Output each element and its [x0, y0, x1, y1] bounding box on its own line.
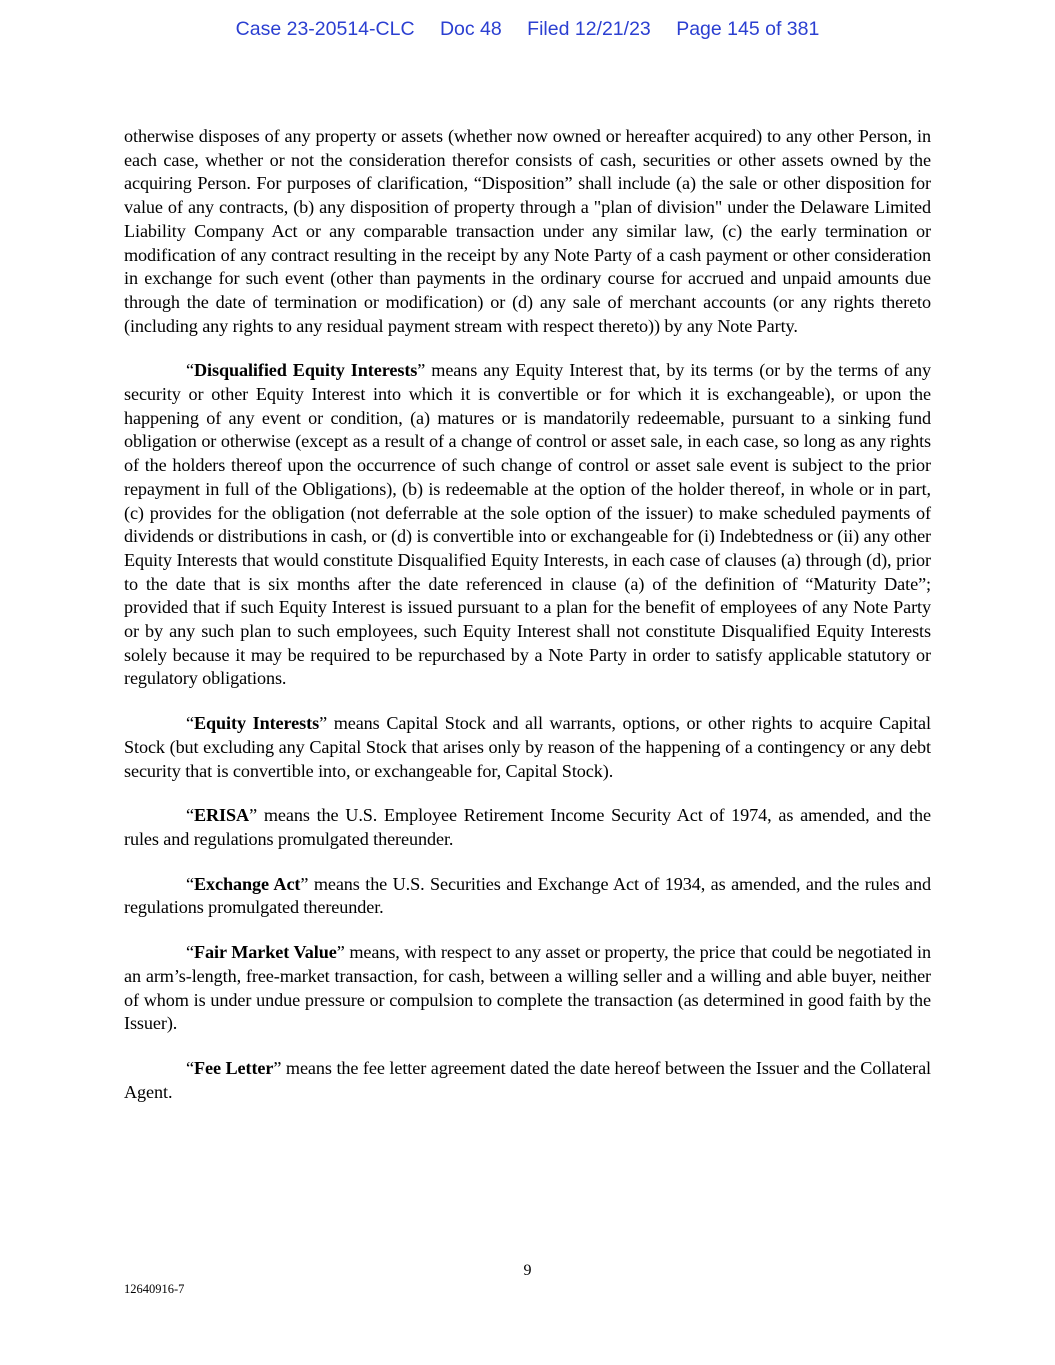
defined-term: Exchange Act — [193, 873, 301, 894]
open-quote: “ — [186, 1057, 194, 1078]
document-id: 12640916-7 — [124, 1282, 185, 1296]
open-quote: “ — [186, 942, 194, 963]
filed-date: Filed 12/21/23 — [527, 18, 651, 40]
defined-term: Disqualified Equity Interests — [193, 360, 418, 381]
page-number: 9 — [523, 1262, 532, 1279]
definition-fair-market-value — [124, 941, 931, 1036]
definition-text: ” means, with respect to any asset or property, the price that could be negotiated in an arm’s-length, free-market transaction, for cash, between a willing seller and a willing and able buyer, neither of whom is under undue pressure or compulsion to complete the transaction (as determined in good faith by the Issuer). — [124, 942, 931, 1034]
court-filing-header — [0, 18, 1055, 41]
open-quote: “ — [186, 805, 194, 826]
document-body — [124, 125, 931, 1125]
defined-term: Equity Interests — [193, 713, 320, 734]
definition-fee-letter — [124, 1057, 931, 1104]
case-number: Case 23-20514-CLC — [235, 18, 415, 40]
defined-term: Fair Market Value — [193, 942, 337, 963]
paragraph-disposition-continued: otherwise disposes of any property or assets (whether now owned or hereafter acquired) to any other Person, in each case, whether or not the consideration therefor consists of cash, securities or other assets owned by the acquiring Person. For purposes of clarification, “Disposition” shall include (a) the sale or other disposition for value of any contracts, (b) any disposition of property through a "plan of division" under the Delaware Limited Liability Company Act or any comparable transaction under any similar law, (c) the early termination or modification of any contract resulting in the receipt by any Note Party of a cash payment or other consideration in exchange for such event (other than payments in the ordinary course for accrued and unpaid amounts due through the date of termination or modification) or (d) any sale of merchant accounts (or any rights thereto (including any rights to any residual payment stream with respect thereto)) by any Note Party. — [124, 126, 931, 336]
definition-erisa — [124, 804, 931, 851]
definition-text: ” means any Equity Interest that, by its terms (or by the terms of any security or other Equity Interest into which it is convertible or for which it is exchangeable), or upon the happening of any event or condition, (a) matures or is mandatorily redeemable, pursuant to a sinking fund obligation or otherwise (except as a result of a change of control or asset sale, in each case, so long as any rights of the holders thereof upon the occurrence of such change of control or asset sale event is subject to the prior repayment in full of the Obligations), (b) is redeemable at the option of the holder thereof, in whole or in part, (c) provides for the obligation (not deferrable at the sole option of the issuer) to make scheduled payments of dividends or distributions in cash, or (d) is convertible into or exchangeable for (i) Indebtedness or (ii) any other Equity Interests that would constitute Disqualified Equity Interests, in each case of clauses (a) through (d), prior to the date that is six months after the date referenced in clause (a) of the definition of “Maturity Date”; provided that if such Equity Interest is issued pursuant to a plan for the benefit of employees of any Note Party or by any such plan to such employees, such Equity Interest shall not constitute Disqualified Equity Interests solely because it may be required to be repurchased by a Note Party in order to satisfy applicable statutory or regulatory obligations. — [124, 360, 931, 689]
defined-term: ERISA — [193, 805, 250, 826]
open-quote: “ — [186, 360, 194, 381]
definition-text: ” means the U.S. Securities and Exchange Act of 1934, as amended, and the rules and regulations promulgated thereunder. — [124, 873, 931, 918]
open-quote: “ — [186, 713, 194, 734]
definition-text: ” means the fee letter agreement dated the date hereof between the Issuer and the Collateral Agent. — [124, 1057, 931, 1102]
doc-number: Doc 48 — [439, 18, 502, 40]
definition-text: ” means the U.S. Employee Retirement Income Security Act of 1974, as amended, and the rules and regulations promulgated thereunder. — [124, 805, 931, 849]
definition-equity-interests — [124, 712, 931, 783]
definition-text: ” means Capital Stock and all warrants, options, or other rights to acquire Capital Stock (but excluding any Capital Stock that arises only by reason of the happening of a contingency or any debt security that is convertible into, or exchangeable for, Capital Stock). — [124, 713, 931, 781]
defined-term: Fee Letter — [193, 1057, 274, 1078]
open-quote: “ — [186, 873, 194, 894]
definition-exchange-act — [124, 873, 931, 920]
definition-disqualified-equity-interests — [124, 359, 931, 691]
page-of-total: Page 145 of 381 — [676, 18, 820, 40]
